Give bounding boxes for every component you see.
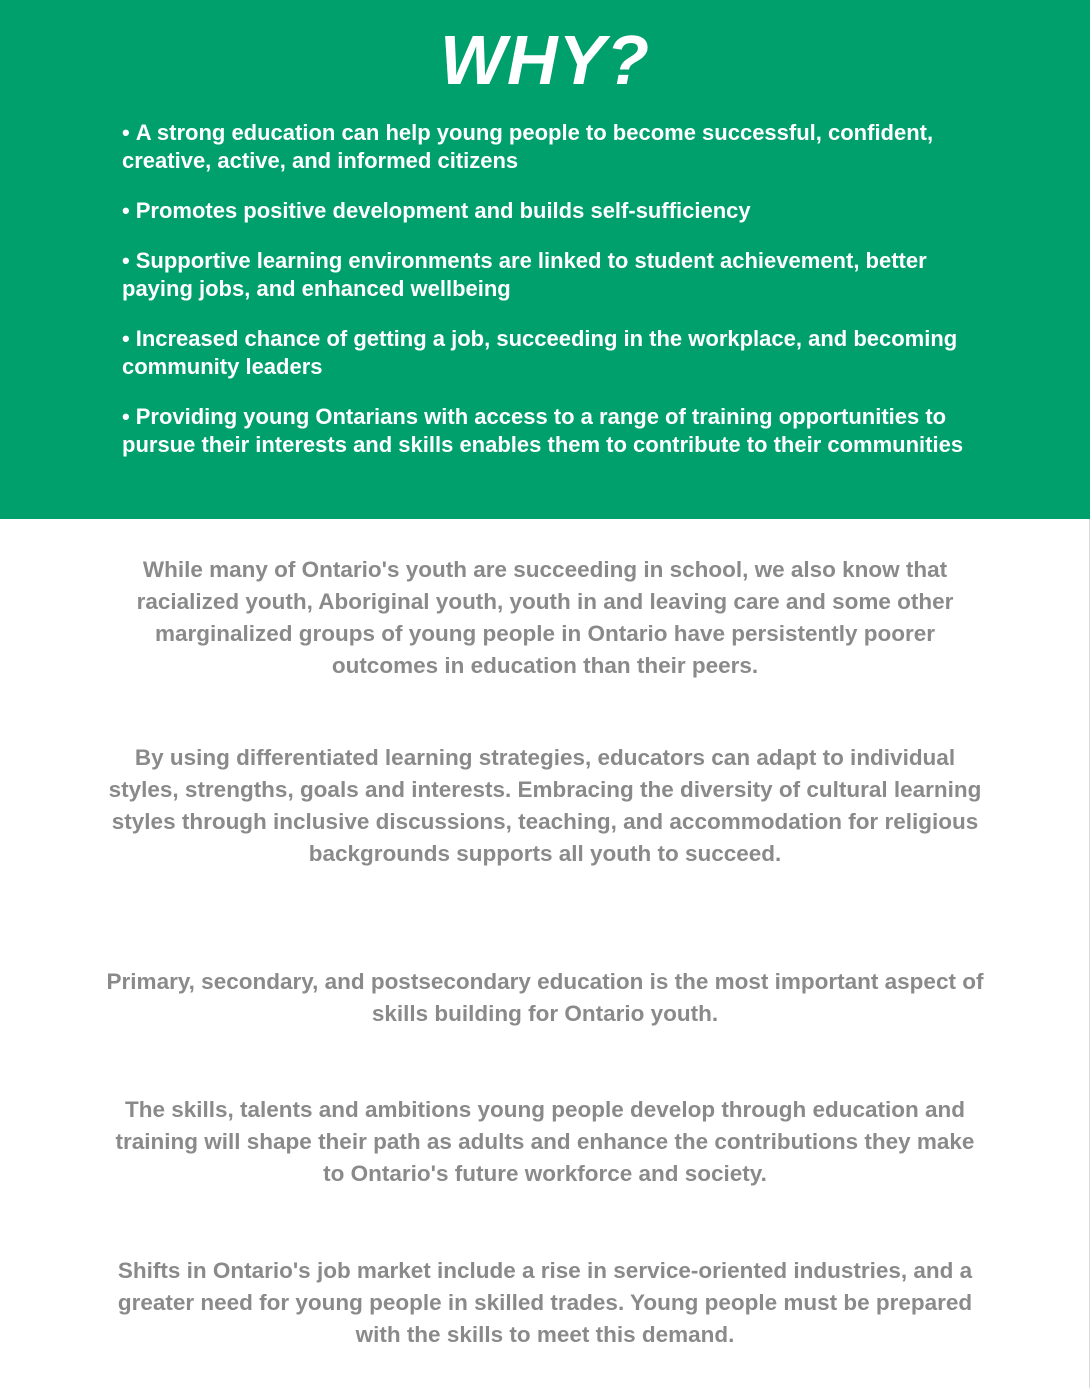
reason-item <box>122 247 1002 303</box>
reason-item <box>122 403 1002 459</box>
paragraph: By using differentiated learning strategies, educators can adapt to individual styles, strengths, goals and interests. Embracing the diversity of cultural learning styles through inclusive discussions, teaching, and accommodation for religious backgrounds supports all youth to succeed. <box>108 745 982 866</box>
paragraph: While many of Ontario's youth are succeeding in school, we also know that racialized youth, Aboriginal youth, youth in and leaving care and some other marginalized groups of young people in Ontario have persistently poorer outcomes in education than their peers. <box>136 557 954 678</box>
bullet-mark: • <box>122 198 130 223</box>
bullet-mark: • <box>122 404 130 429</box>
paragraph: Primary, secondary, and postsecondary education is the most important aspect of skills building for Ontario youth. <box>106 969 984 1026</box>
reason-item <box>122 119 1002 175</box>
page-title: WHY? <box>439 21 651 99</box>
reasons-list <box>122 119 1002 481</box>
reason-item <box>122 325 1002 381</box>
bullet-mark: • <box>122 248 130 273</box>
reason-text: Supportive learning environments are linked to student achievement, better paying jobs, and enhanced wellbeing <box>122 248 927 301</box>
reason-text: A strong education can help young people to become successful, confident, creative, active, and informed citizens <box>122 120 934 173</box>
bullet-mark: • <box>122 326 130 351</box>
reason-text: Providing young Ontarians with access to a range of training opportunities to pursue their interests and skills enables them to contribute to their communities <box>122 404 964 457</box>
paragraph: Shifts in Ontario's job market include a rise in service-oriented industries, and a greater need for young people in skilled trades. Young people must be prepared with the skills to meet this demand. <box>117 1258 973 1347</box>
reason-text: Increased chance of getting a job, succeeding in the workplace, and becoming community leaders <box>122 326 958 379</box>
bullet-mark: • <box>122 120 130 145</box>
reason-text: Promotes positive development and builds self-sufficiency <box>135 198 751 223</box>
reason-item <box>122 197 1002 225</box>
why-banner <box>0 0 1090 519</box>
paragraph: The skills, talents and ambitions young people develop through education and training will shape their path as adults and enhance the contributions they make to Ontario's future workforce and society. <box>115 1097 975 1186</box>
